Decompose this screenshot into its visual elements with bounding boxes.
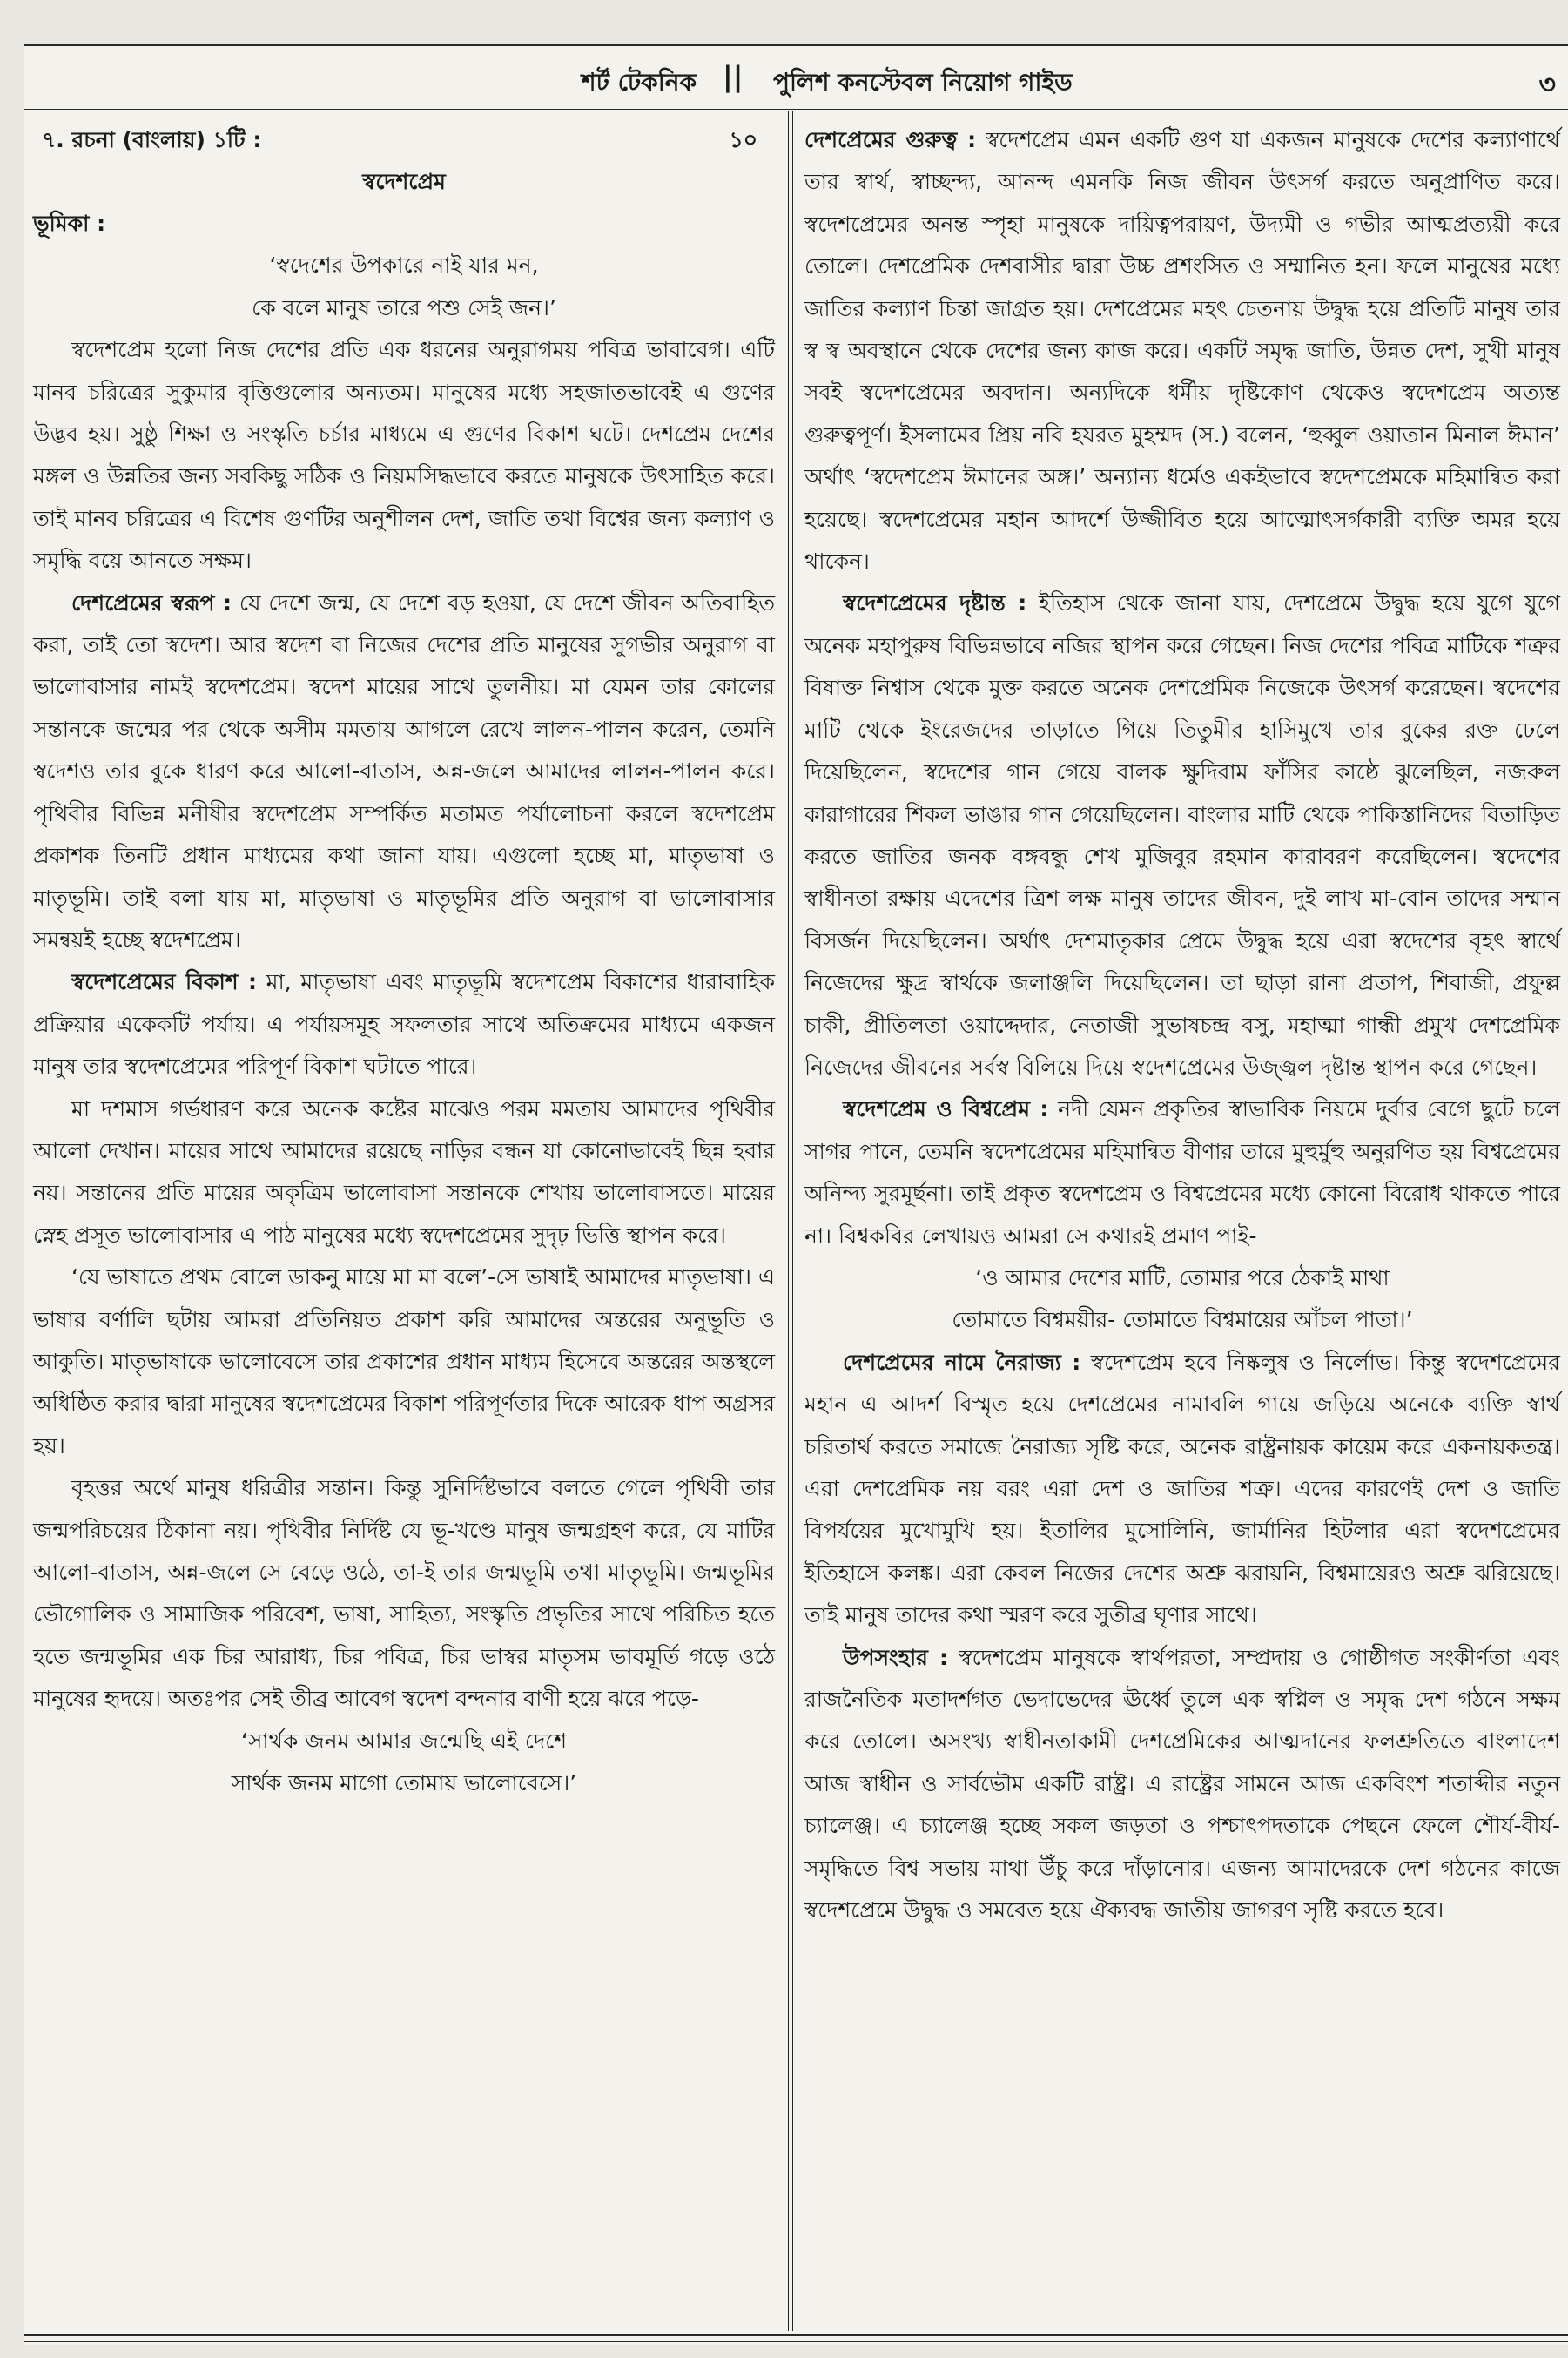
section-nature <box>33 583 775 962</box>
paragraph-motherland: বৃহত্তর অর্থে মানুষ ধরিত্রীর সন্তান। কিন্তু সুনির্দিষ্টভাবে বলতে গেলে পৃথিবী তার জন্মপরিচয়ের ঠিকানা নয়। পৃথিবীর নির্দিষ্ট যে ভূ-খণ্ডে মানুষ জন্মগ্রহণ করে, যে মাটির আলো-বাতাস, অন্ন-জলে সে বেড়ে ওঠে, তা-ই তার জন্মভূমি তথা মাতৃভূমি। জন্মভূমির ভৌগোলিক ও সামাজিক পরিবেশ, ভাষা, সাহিত্য, সংস্কৃতি প্রভৃতির সাথে পরিচিত হতে হতে জন্মভূমির এক চির আরাধ্য, চির পবিত্র, চির ভাস্বর মাতৃসম ভাবমূর্তি গড়ে ওঠে মানুষের হৃদয়ে। অতঃপর সেই তীব্র আবেগ স্বদেশ বন্দনার বাণী হয়ে ঝরে পড়ে- <box>33 1475 775 1712</box>
section-importance <box>804 119 1560 583</box>
section-world-love <box>804 1088 1560 1257</box>
section-text: নদী যেমন প্রকৃতির স্বাভাবিক নিয়মে দুর্বার বেগে ছুটে চলে সাগর পানে, তেমনি স্বদেশপ্রেমের মহিমান্বিত বীণার তারে মুহুর্মুহু অনুরণিত হয় বিশ্বপ্রেমের অনিন্দ্য সুরমূর্ছনা। তাই প্রকৃত স্বদেশপ্রেম ও বিশ্বপ্রেমের মধ্যে কোনো বিরোধ থাকতে পারে না। বিশ্বকবির লেখায়ও আমরা সে কথারই প্রমাণ পাই- <box>804 1096 1561 1249</box>
column-divider <box>788 111 793 2331</box>
paragraph-mother-tongue: ‘যে ভাষাতে প্রথম বোলে ডাকনু মায়ে মা মা বলে’-সে ভাষাই আমাদের মাতৃভাষা। এ ভাষার বর্ণালি ছটায় আমরা প্রতিনিয়ত প্রকাশ করি আমাদের অন্তরের অনুভূতি ও আকুতি। মাতৃভাষাকে ভালোবেসে তার প্রকাশের প্রধান মাধ্যম হিসেবে অন্তরের অন্তস্থলে অধিষ্ঠিত করার দ্বারা মানুষের স্বদেশপ্রেমের বিকাশ পরিপূর্ণতার দিকে আরেক ধাপ অগ্রসর হয়। <box>33 1264 775 1459</box>
page-number: ৩ <box>1538 70 1556 100</box>
bottom-rule <box>24 2334 1568 2342</box>
poem-line: সার্থক জনম মাগো তোমায় ভালোবেসে।’ <box>231 1770 577 1796</box>
header-book-title: শর্ট টেকনিক <box>582 68 697 97</box>
section-heading: স্বদেশপ্রেমের দৃষ্টান্ত : <box>843 590 1027 616</box>
poem-line: ‘সার্থক জনম আমার জন্মেছি এই দেশে <box>240 1728 568 1754</box>
intro-paragraph: স্বদেশপ্রেম হলো নিজ দেশের প্রতি এক ধরনের অনুরাগময় পবিত্র ভাবাবেগ। এটি মানব চরিত্রের সুকুমার বৃত্তিগুলোর অন্যতম। মানুষের মধ্যে সহজাতভাবেই এ গুণের উদ্ভব হয়। সুষ্ঠু শিক্ষা ও সংস্কৃতি চর্চার মাধ্যমে এ গুণের বিকাশ ঘটে। দেশপ্রেম দেশের মঙ্গল ও উন্নতির জন্য সবকিছু সঠিক ও নিয়মসিদ্ধভাবে করতে মানুষকে উৎসাহিত করে। তাই মানব চরিত্রের এ বিশেষ গুণটির অনুশীলন দেশ, জাতি তথা বিশ্বের জন্য কল্যাণ ও সমৃদ্ধি বয়ে আনতে সক্ষম। <box>33 337 775 574</box>
section-anarchy <box>804 1342 1560 1637</box>
poem-line: তোমাতে বিশ্বময়ীর- তোমাতে বিশ্বমায়ের আঁচল পাতা।’ <box>952 1307 1413 1333</box>
section-conclusion <box>804 1637 1560 1932</box>
section-development <box>33 961 775 1088</box>
section-heading: দেশপ্রেমের নামে নৈরাজ্য : <box>843 1349 1081 1375</box>
section-text: যে দেশে জন্ম, যে দেশে বড় হওয়া, যে দেশে জীবন অতিবাহিত করা, তাই তো স্বদেশ। আর স্বদেশ বা নিজের দেশের প্রতি মানুষের সুগভীর অনুরাগ বা ভালোবাসার নামই স্বদেশপ্রেম। স্বদেশ মায়ের সাথে তুলনীয়। মা যেমন তার কোলের সন্তানকে জন্মের পর থেকে অসীম মমতায় আগলে রেখে লালন-পালন করেন, তেমনি স্বদেশও তার বুকে ধারণ করে আলো-বাতাস, অন্ন-জলে আমাদের লালন-পালন করে। পৃথিবীর বিভিন্ন মনীষীর স্বদেশপ্রেম সম্পর্কিত মতামত পর্যালোচনা করলে স্বদেশপ্রেম প্রকাশক তিনটি প্রধান মাধ্যমের কথা জানা যায়। এগুলো হচ্ছে মা, মাতৃভাষা ও মাতৃভূমি। তাই বলা যায় মা, মাতৃভাষা ও মাতৃভূমির প্রতি অনুরাগ বা ভালোবাসার সমন্বয়ই হচ্ছে স্বদেশপ্রেম। <box>33 590 775 953</box>
section-heading: দেশপ্রেমের গুরুত্ব : <box>804 127 977 152</box>
left-column <box>33 119 775 1804</box>
section-examples <box>804 583 1560 1088</box>
section-text: স্বদেশপ্রেম হবে নিষ্কলুষ ও নির্লোভ। কিন্তু স্বদেশপ্রেমের মহান এ আদর্শ বিস্মৃত হয়ে দেশপ্রেমের নামাবলি গায়ে জড়িয়ে অনেকে ব্যক্তি স্বার্থ চরিতার্থ করতে সমাজে নৈরাজ্য সৃষ্টি করে, অনেক রাষ্ট্রনায়ক কায়েম করে একনায়কতন্ত্র। এরা দেশপ্রেমিক নয় বরং এরা দেশ ও জাতির শত্রু। এদের কারণেই দেশ ও জাতি বিপর্যয়ের মুখোমুখি হয়। ইতালির মুসোলিনি, জার্মানির হিটলার এরা স্বদেশপ্রেমের ইতিহাসে কলঙ্ক। এরা কেবল নিজের দেশের অশ্রু ঝরায়নি, বিশ্বমায়েরও অশ্রু ঝরিয়েছে। তাই মানুষ তাদের কথা স্মরণ করে সুতীব্র ঘৃণার সাথে। <box>804 1349 1561 1628</box>
question-line <box>33 119 775 161</box>
intro-heading: ভূমিকা : <box>33 211 106 236</box>
question-label: ৭. রচনা (বাংলায়) ১টি : <box>42 127 262 152</box>
section-text: স্বদেশপ্রেম এমন একটি গুণ যা একজন মানুষকে দেশের কল্যাণার্থে তার স্বার্থ, স্বাচ্ছন্দ্য, আনন্দ এমনকি নিজ জীবন উৎসর্গ করতে অনুপ্রাণিত করে। স্বদেশপ্রেমের অনন্ত স্পৃহা মানুষকে দায়িত্বপরায়ণ, উদ্যমী ও গভীর আত্মপ্রত্যয়ী করে তোলে। দেশপ্রেমিক দেশবাসীর দ্বারা উচ্চ প্রশংসিত ও সম্মানিত হন। ফলে মানুষের মধ্যে জাতির কল্যাণ চিন্তা জাগ্রত হয়। দেশপ্রেমের মহৎ চেতনায় উদ্বুদ্ধ হয়ে প্রতিটি মানুষ তার স্ব স্ব অবস্থানে থেকে দেশের জন্য কাজ করে। একটি সমৃদ্ধ জাতি, উন্নত দেশ, সুখী মানুষ সবই স্বদেশপ্রেমের অবদান। অন্যদিকে ধর্মীয় দৃষ্টিকোণ থেকেও স্বদেশপ্রেম অত্যন্ত গুরুত্বপূর্ণ। ইসলামের প্রিয় নবি হযরত মুহম্মদ (স.) বলেন, ‘হুব্বুল ওয়াতান মিনাল ঈমান’ অর্থাৎ ‘স্বদেশপ্রেম ঈমানের অঙ্গ।’ অন্যান্য ধর্মেও একইভাবে স্বদেশপ্রেমকে মহিমান্বিত করা হয়েছে। স্বদেশপ্রেমের মহান আদর্শে উজ্জীবিত হয়ে আত্মোৎসর্গকারী ব্যক্তি অমর হয়ে থাকেন। <box>804 127 1560 575</box>
page-header <box>24 53 1568 111</box>
section-heading: উপসংহার : <box>843 1644 948 1670</box>
poem-line: ‘স্বদেশের উপকারে নাই যার মন, <box>269 253 539 279</box>
right-column <box>804 119 1560 1931</box>
essay-title: স্বদেশপ্রেম <box>362 169 446 194</box>
header-separator: || <box>723 60 744 93</box>
section-text: মা, মাতৃভাষা এবং মাতৃভূমি স্বদেশপ্রেম বিকাশের ধারাবাহিক প্রক্রিয়ার একেকটি পর্যায়। এ পর্যায়সমূহ সফলতার সাথে অতিক্রমের মাধ্যমে একজন মানুষ তার স্বদেশপ্রেমের পরিপূর্ণ বিকাশ ঘটাতে পারে। <box>33 969 776 1080</box>
section-heading: দেশপ্রেমের স্বরূপ : <box>71 590 232 616</box>
book-page <box>24 44 1568 2345</box>
poem-line: ‘ও আমার দেশের মাটি, তোমার পরে ঠেকাই মাথা <box>975 1264 1390 1290</box>
header-guide-title: পুলিশ কনস্টেবল নিয়োগ গাইড <box>773 68 1073 97</box>
section-heading: স্বদেশপ্রেম ও বিশ্বপ্রেম : <box>843 1096 1049 1122</box>
section-text: স্বদেশপ্রেম মানুষকে স্বার্থপরতা, সম্প্রদায় ও গোষ্ঠীগত সংকীর্ণতা এবং রাজনৈতিক মতাদর্শগত ভেদাভেদের ঊর্ধ্বে তুলে এক স্বপ্নিল ও সমৃদ্ধ দেশ গঠনে সক্ষম করে তোলে। অসংখ্য স্বাধীনতাকামী দেশপ্রেমিকের আত্মদানের ফলশ্রুতিতে বাংলাদেশ আজ স্বাধীন ও সার্বভৌম একটি রাষ্ট্র। এ রাষ্ট্রের সামনে আজ একবিংশ শতাব্দীর নতুন চ্যালেঞ্জ। এ চ্যালেঞ্জ হচ্ছে সকল জড়তা ও পশ্চাৎপদতাকে পেছনে ফেলে শৌর্য-বীর্য-সমৃদ্ধিতে বিশ্ব সভায় মাথা উঁচু করে দাঁড়ানোর। এজন্য আমাদেরকে দেশ গঠনের কাজে স্বদেশপ্রেমে উদ্বুদ্ধ ও সমবেত হয়ে ঐক্যবদ্ধ জাতীয় জাগরণ সৃষ্টি করতে হবে। <box>804 1644 1560 1923</box>
question-marks: ১০ <box>729 127 757 152</box>
section-text: ইতিহাস থেকে জানা যায়, দেশপ্রেমে উদ্বুদ্ধ হয়ে যুগে যুগে অনেক মহাপুরুষ বিভিন্নভাবে নজির স্থাপন করে গেছেন। নিজ দেশের পবিত্র মাটিকে শত্রুর বিষাক্ত নিশ্বাস থেকে মুক্ত করতে অনেক দেশপ্রেমিক নিজেকে উৎসর্গ করেছেন। স্বদেশের মাটি থেকে ইংরেজদের তাড়াতে গিয়ে তিতুমীর হাসিমুখে তার বুকের রক্ত ঢেলে দিয়েছিলেন, স্বদেশের গান গেয়ে বালক ক্ষুদিরাম ফাঁসির কাষ্ঠে ঝুলেছিল, নজরুল কারাগারের শিকল ভাঙার গান গেয়েছিলেন। বাংলার মাটি থেকে পাকিস্তানিদের বিতাড়িত করতে জাতির জনক বঙ্গবন্ধু শেখ মুজিবুর রহমান কারাবরণ করেছিলেন। স্বদেশের স্বাধীনতা রক্ষায় এদেশের ত্রিশ লক্ষ মানুষ তাদের জীবন, দুই লাখ মা-বোন তাদের সম্মান বিসর্জন দিয়েছিলেন। অর্থাৎ দেশমাতৃকার প্রেমে উদ্বুদ্ধ হয়ে এরা স্বদেশের বৃহৎ স্বার্থে নিজেদের ক্ষুদ্র স্বার্থকে জলাঞ্জলি দিয়েছিলেন। তা ছাড়া রানা প্রতাপ, শিবাজী, প্রফুল্ল চাকী, প্রীতিলতা ওয়াদ্দেদার, নেতাজী সুভাষচন্দ্র বসু, মহাত্মা গান্ধী প্রমুখ দেশপ্রেমিক নিজেদের জীবনের সর্বস্ব বিলিয়ে দিয়ে স্বদেশপ্রেমের উজ্জ্বল দৃষ্টান্ত স্থাপন করে গেছেন। <box>804 590 1560 1080</box>
section-heading: স্বদেশপ্রেমের বিকাশ : <box>71 969 257 995</box>
paragraph-mother: মা দশমাস গর্ভধারণ করে অনেক কষ্টের মাঝেও পরম মমতায় আমাদের পৃথিবীর আলো দেখান। মায়ের সাথে আমাদের রয়েছে নাড়ির বন্ধন যা কোনোভাবেই ছিন্ন হবার নয়। সন্তানের প্রতি মায়ের অকৃত্রিম ভালোবাসা সন্তানকে শেখায় ভালোবাসতে। মায়ের স্নেহ প্রসূত ভালোবাসার এ পাঠ মানুষের মধ্যে স্বদেশপ্রেমের সুদৃঢ় ভিত্তি স্থাপন করে। <box>33 1095 775 1248</box>
poem-line: কে বলে মানুষ তারে পশু সেই জন।’ <box>252 294 556 320</box>
